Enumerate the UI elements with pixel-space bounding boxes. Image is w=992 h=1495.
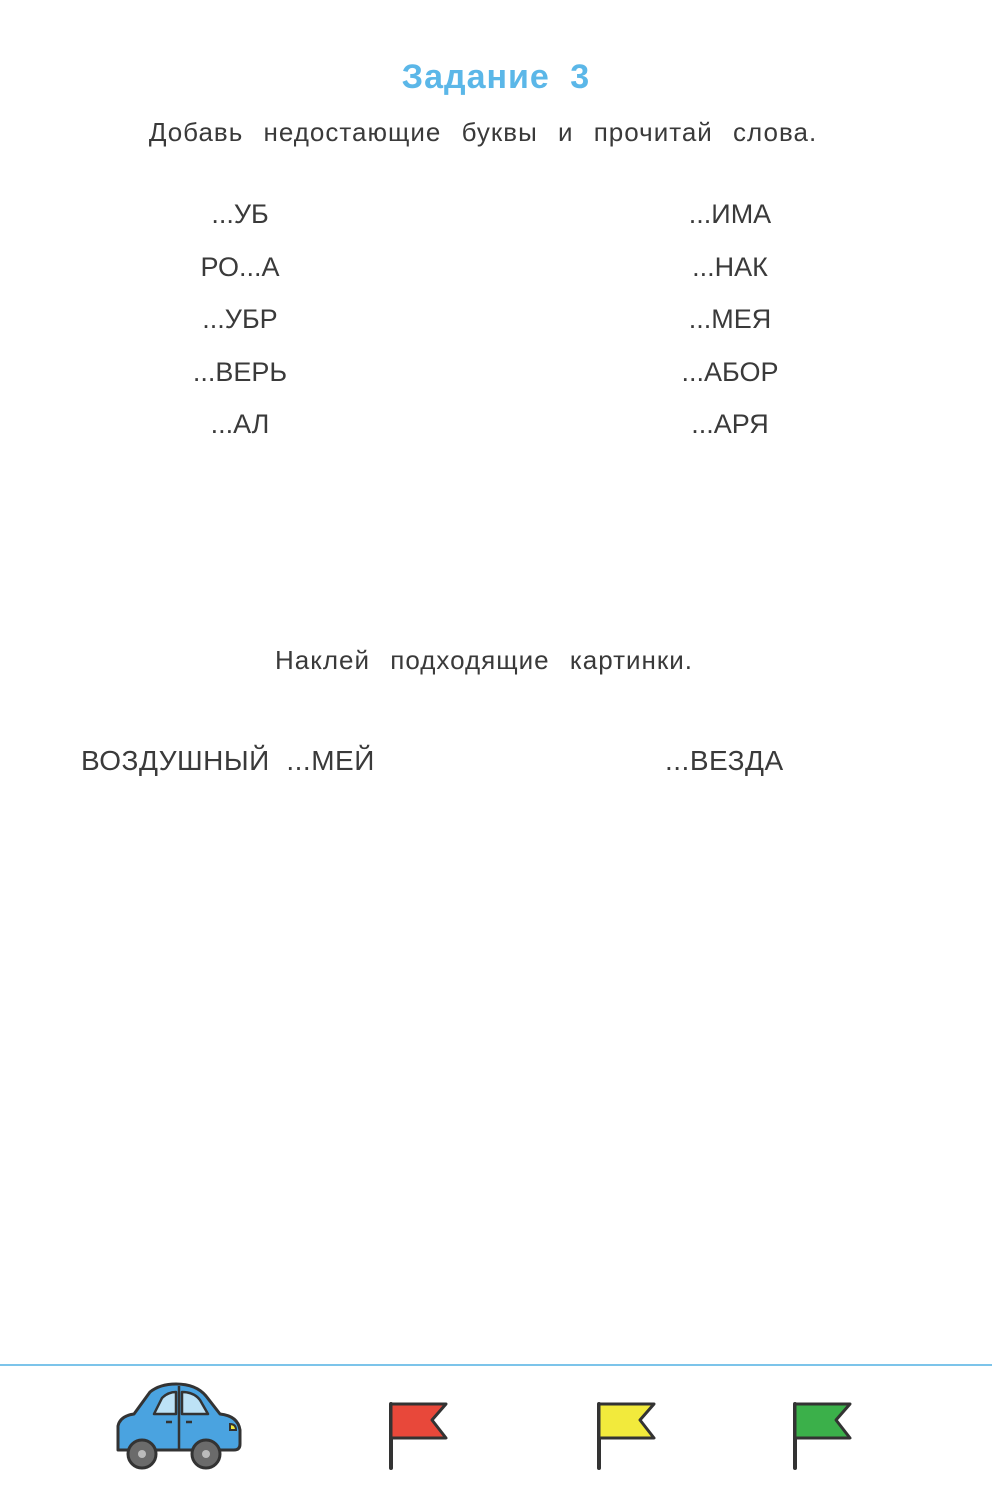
word-item: ...МЕЯ (688, 304, 772, 334)
sticker-instruction: Наклей подходящие картинки. (274, 645, 694, 675)
word-item: РО...А (200, 251, 280, 282)
word-column-left (90, 196, 390, 459)
word-item: ...ИМА (688, 199, 772, 229)
word-item: ...АЛ (210, 409, 270, 439)
sticker-word-1: ВОЗДУШНЫЙ ...МЕЙ (81, 745, 375, 776)
word-item: ...АРЯ (691, 409, 769, 439)
task-title: Задание 3 (401, 58, 591, 96)
word-column-right (580, 196, 880, 459)
flag-green-icon (786, 1398, 860, 1477)
task-instruction: Добавь недостающие буквы и прочитай слова. (148, 117, 818, 147)
word-item: ...АБОР (681, 356, 779, 387)
word-item: ...УБ (211, 199, 269, 229)
word-item: ...УБР (202, 304, 278, 334)
sticker-word-2: ...ВЕЗДА (665, 745, 784, 776)
word-item: ...НАК (692, 251, 768, 282)
footer-divider (0, 1364, 992, 1366)
word-item: ...ВЕРЬ (192, 356, 288, 387)
flag-yellow-icon (590, 1398, 664, 1477)
flag-red-icon (382, 1398, 456, 1477)
car-icon (110, 1378, 246, 1479)
